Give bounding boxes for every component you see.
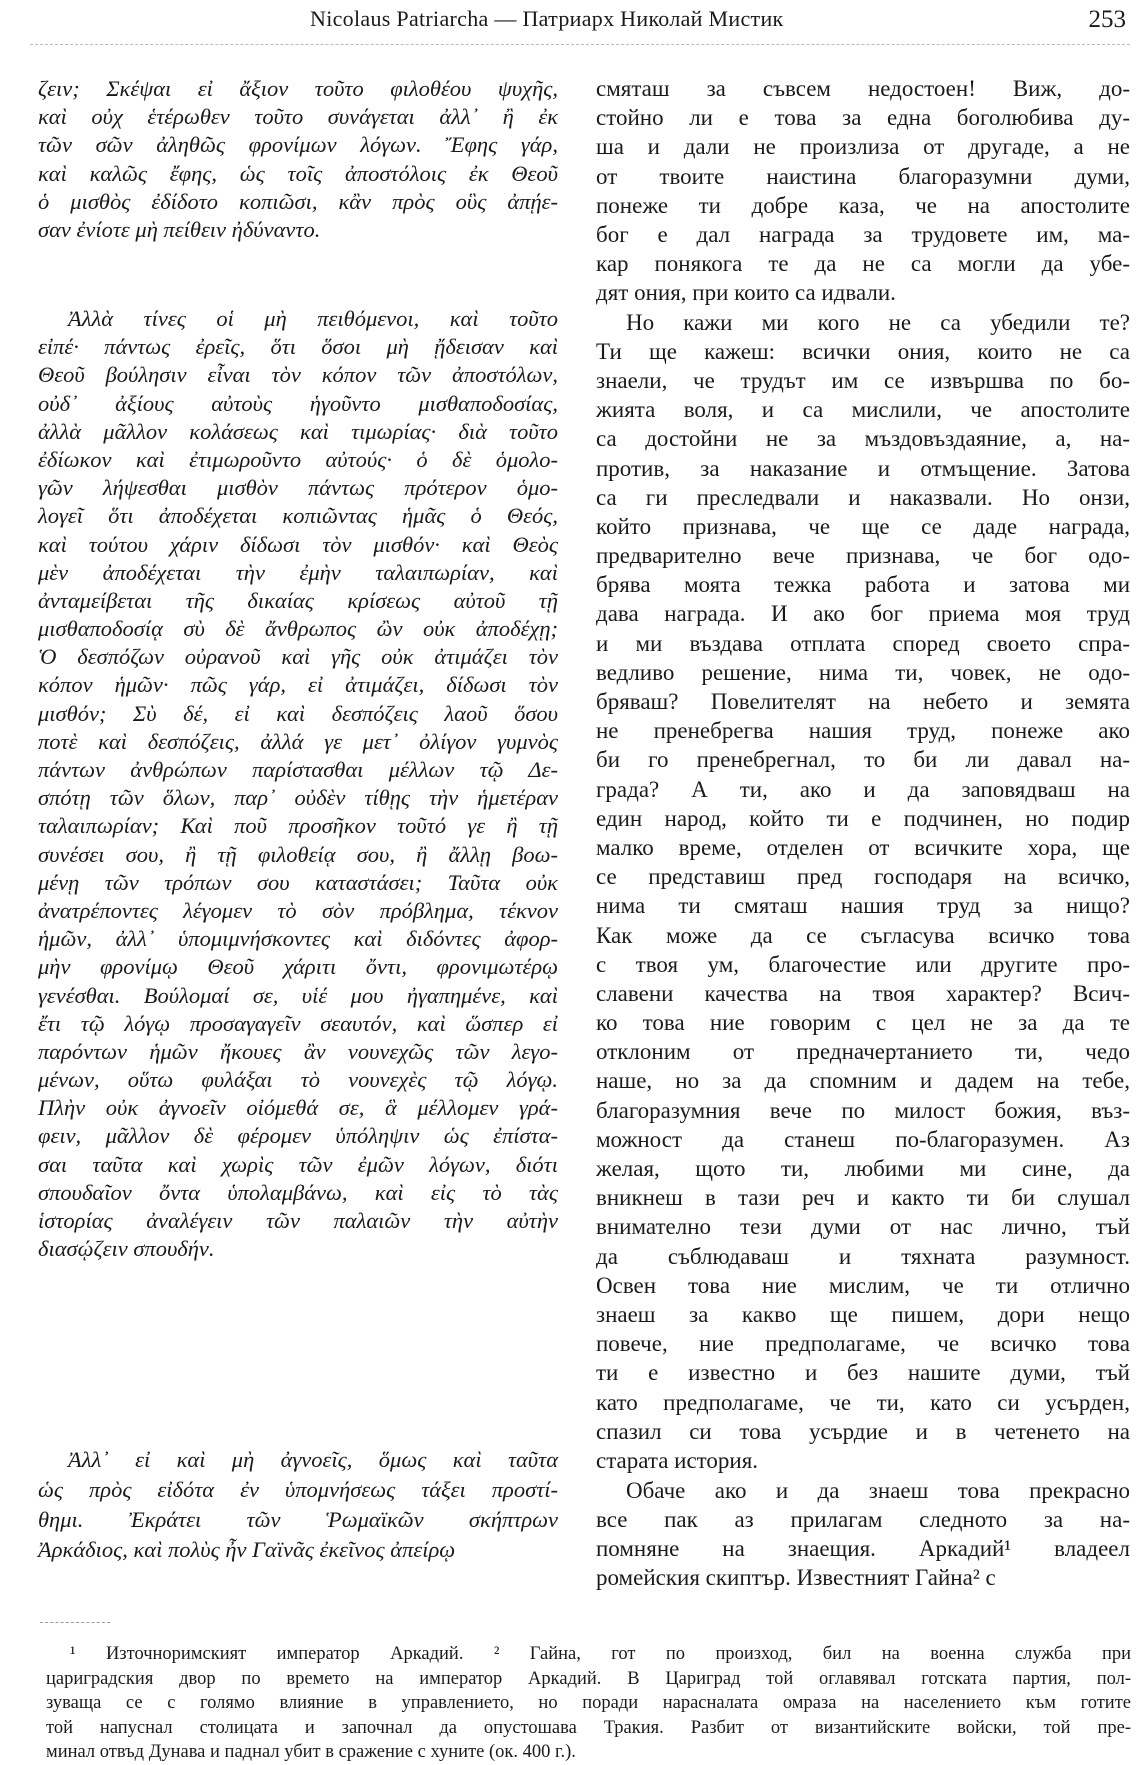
text-line: славени качества на твоя характер? Всич- [596,980,1130,1006]
text-line: внимателно тези думи от нас лично, тъй [596,1214,1130,1240]
text-line: ¹ Източноримският император Аркадий. ² Гайна, гот по произход, бил на военна служба при [70,1644,1131,1664]
text-line: ти е известно и без нашите думи, тъй [596,1360,1130,1386]
text-line: града? А ти, ако и да заповядваш на [596,776,1130,802]
text-line: μένων, οὕτω φυλάξαι τὸ νουνεχὲς τῷ λόγῳ. [38,1067,558,1093]
text-line: предварително вече признава, че бог одо- [596,543,1130,569]
text-line: зуваща се с голямо влияние в управлението, но поради нарасналата омраза на населението към готите [46,1693,1131,1713]
text-line: са достойни не за мъздовъздаяние, а, на- [596,426,1130,452]
footnotes [46,1642,1131,1765]
bulgarian-paragraph [596,74,1130,308]
text-line: от твоите наистина благоразумни думи, [596,163,1130,189]
text-line: καὶ καλῶς ἔφης, ὡς τοῖς ἀποστόλοις ἐκ Θεοῦ [38,160,558,186]
text-line: дава награда. И ако бог приема моя труд [596,601,1130,627]
text-line: συνέσει σου, ἢ τῇ φιλοθείᾳ σου, ἢ ἄλλῃ βοω- [38,841,558,867]
text-line: καὶ οὐχ ἑτέρωθεν τοῦτο συνάγεται ἀλλ᾽ ἢ ἐκ [38,104,558,130]
text-line: бряваш? Повелителят на небето и земята [596,689,1130,715]
text-line: σαν ἐνίοτε μὴ πείθειν ἠδύναντο. [38,216,321,242]
text-line: ὁ μισθὸς ἐδίδοτο κοπιῶσι, κἂν πρὸς οὓς ἀπῄε- [38,188,558,214]
text-line: благоразумния вече по милост божия, въз- [596,1097,1130,1123]
text-line: ἀνατρέποντες λέγομεν τὸ σὸν πρόβλημα, τέκνον [38,897,558,923]
text-line: малко време, отделен от всичките хора, ще [596,834,1130,860]
text-line: ἡμῶν, ἀλλ᾽ ὑπομιμνήσκοντες καὶ διδόντες ἀφορ- [38,926,558,952]
text-line: Освен това ние мислим, че ти отлично [596,1272,1130,1298]
text-line: отклоним от предначертанието ти, чедо [596,1039,1130,1065]
greek-paragraph [38,1445,558,1565]
text-line: един народ, който ти е подчинен, но подир [596,805,1130,831]
text-line: жията воля, и са мислили, че апостолите [596,397,1130,423]
text-line: знаеш за какво ще пишем, дори нещо [596,1301,1130,1327]
text-line: Ὁ δεσπόζων οὐρανοῦ καὶ γῆς οὐκ ἀτιμάζει τὸν [38,644,558,670]
text-line: да съблюдаваш и тяхната разумност. [596,1243,1130,1269]
text-line: μὴν φρονίμῳ Θεοῦ χάριτι ὄντι, φρονιμωτέρῳ [38,954,558,980]
text-line: цариградския двор по времето на император Аркадий. В Цариград той оглавявал готската партия, пол- [46,1668,1131,1689]
text-line: ζειν; Σκέψαι εἰ ἄξιον τοῦτο φιλοθέου ψυχῆς, [38,76,558,101]
text-line: старата история. [596,1447,759,1473]
page-number: 253 [1088,6,1126,33]
text-line: γενέσθαι. Βούλομαί σε, υἱέ μου ἠγαπημένε, καὶ [38,982,558,1008]
text-line: ведливо решение, нима ти, човек, не одо- [596,659,1130,685]
text-line: φειν, μᾶλλον δὲ φέρομεν ὑπόληψιν ὡς ἐπίστα- [38,1123,558,1149]
text-line: повече, ние предполагаме, че всичко това [596,1331,1130,1357]
text-line: μισθόν; Σὺ δέ, εἰ καὶ δεσπόζεις λαοῦ ὅσου [38,700,558,726]
text-line: ἐδίωκον καὶ ἐτιμωροῦντο αὐτούς· ὁ δὲ ὁμολο- [38,446,558,472]
header-rule [30,44,1130,45]
text-line: все пак аз прилагам следното за на- [596,1506,1130,1532]
text-line: Ти ще кажеш: всички ония, които не са [596,338,1130,364]
text-line: ἀλλὰ μᾶλλον κολάσεως καὶ τιμωρίας· διὰ τοῦτο [38,418,558,444]
text-line: θημι. Ἐκράτει τῶν Ῥωμαϊκῶν σκήπτρων [38,1507,558,1532]
text-line: Ἀλλὰ τίνες οἱ μὴ πειθόμενοι, καὶ τοῦτο [68,306,558,331]
text-line: помняне на знаещия. Аркадий¹ владеел [596,1535,1130,1561]
text-line: πάντων ἀνθρώπων παρίστασθαι μέλλων τῷ Δε- [38,757,558,782]
text-line: εἰπέ· πάντως ἐρεῖς, ὅτι ὅσοι μὴ ᾔδεισαν καὶ [38,334,558,360]
text-line: Ἀρκάδιος, καὶ πολὺς ἦν Γαϊνᾶς ἐκεῖνος ἀπείρῳ [38,1537,456,1562]
text-line: σπουδαῖον ὄντα ὑπολαμβάνω, καὶ εἰς τὸ τὰς [38,1179,558,1205]
text-line: Πλὴν οὐκ ἀγνοεῖν οἰόμεθά σε, ἃ μέλλομεν γρά- [38,1095,558,1121]
text-line: спазил си това усърдие и в четенето на [596,1418,1130,1444]
text-line: против, за наказание и отмъщение. Затова [596,455,1130,481]
text-line: с твоя ум, благочестие или другите про- [596,951,1130,977]
text-line: ко това ние говорим с цел не за да те [596,1010,1130,1036]
text-line: κόπον ἡμῶν· πῶς γάρ, εἰ ἀτιμάζει, δίδωσι τὸν [38,672,558,698]
text-line: ша и дали не произлиза от другаде, а не [596,134,1130,160]
text-line: нима ти смяташ нашия труд за нищо? [596,893,1130,919]
text-line: ταλαιπωρίαν; Καὶ ποῦ προσῆκον τοῦτό γε ἢ τῇ [38,813,558,839]
text-line: τῶν σῶν ἀληθῶς φρονίμων λόγων. Ἔφης γάρ, [38,132,558,158]
text-line: ἱστορίας ἀναλέγειν τῶν παλαιῶν τὴν αὐτὴν [38,1208,558,1233]
text-line: καὶ τούτου χάριν δίδωσι τὸν μισθόν· καὶ Θεὸς [38,531,558,557]
text-line: γῶν λήψεσθαι μισθὸν πάντως πρότερον ὁμο- [38,475,558,501]
text-line: διασῴζειν σπουδήν. [38,1236,215,1262]
text-line: Ἀλλ᾽ εἰ καὶ μὴ ἀγνοεῖς, ὅμως καὶ ταῦτα [68,1447,558,1472]
text-line: минал отвъд Дунава и паднал убит в сражение с хуните (ок. 400 г.). [46,1742,576,1762]
text-line: се представиш пред господаря на всичко, [596,864,1130,890]
text-line: Как може да се съгласува всичко това [596,922,1130,948]
text-line: σπότῃ τῶν ὅλων, παρ᾽ οὐδὲν τίθῃς τὴν ἡμετέραν [38,785,558,811]
text-line: кар понякога те да не са могли да убе- [596,251,1130,277]
text-line: брява моята тежка работа и затова ми [596,572,1130,598]
text-line: Но кажи ми кого не са убедили те? [626,309,1130,335]
text-line: би го пренебрегнал, то би ли давал на- [596,747,1130,773]
text-line: λογεῖ ὅτι ἀποδέχεται κοπιῶντας ἡμᾶς ὁ Θεός, [38,503,558,529]
text-line: σαι ταῦτα καὶ χωρὶς τῶν ἐμῶν λόγων, διότι [38,1151,558,1177]
text-line: ἀνταμείβεται τῆς δικαίας κρίσεως αὐτοῦ τῇ [38,587,558,613]
running-title: Nicolaus Patriarcha — Патриарх Николай Мистик [310,6,784,31]
text-line: като предполагаме, че ти, като си усърден, [596,1389,1130,1415]
text-line: желая, щото ти, любими ми сине, да [596,1156,1130,1182]
text-line: οὐδ᾽ ἀξίους αὐτοὺς ἡγοῦντο μισθαποδοσίας, [38,390,558,416]
text-line: дят ония, при които са идвали. [596,280,896,306]
text-line: са ги преследвали и наказвали. Но онзи, [596,484,1130,510]
text-line: стойно ли е това за една боголюбива ду- [596,105,1130,131]
text-line: μένῃ τῶν τρόπων σου καταστάσει; Ταῦτα οὐκ [38,869,558,895]
bulgarian-paragraph [596,1476,1130,1593]
text-line: смяташ за съвсем недостоен! Виж, до- [596,76,1130,101]
text-line: който признава, че ще се даде награда, [596,513,1130,539]
text-line: Обаче ако и да знаеш това прекрасно [626,1477,1130,1503]
text-line: той напуснал столицата и започнал да опустошава Тракия. Разбит от византийските войски, той пре- [46,1717,1131,1738]
greek-paragraph [38,305,558,1263]
text-line: ἔτι τῷ λόγῳ προσαγαγεῖν σεαυτόν, καὶ ὥσπερ εἰ [38,1010,558,1036]
text-line: вникнеш в тази реч и както ти би слушал [596,1185,1130,1211]
text-line: ὡς πρὸς εἰδότα ἐν ὑπομνήσεως τάξει προστί- [38,1477,558,1502]
text-line: понеже ти добре каза, че на апостолите [596,192,1130,218]
text-line: наше, но за да спомним и дадем на тебе, [596,1068,1130,1094]
running-header [0,6,1140,36]
text-line: и ми въздава отплата според своето спра- [596,630,1130,656]
text-line: ποτὲ καὶ δεσπόζεις, ἀλλά γε μετ᾽ ὀλίγον γυμνὸς [38,728,558,754]
text-line: ромейския скиптър. Известният Гайна² с [596,1565,996,1591]
text-line: можност да станеш по-благоразумен. Аз [596,1126,1130,1152]
text-line: μισθαποδοσίᾳ σὺ δὲ ἄνθρωπος ὢν οὐκ ἀποδέχῃ; [38,616,558,642]
text-line: знаели, че трудът им се извършва по бо- [596,367,1130,393]
text-line: παρόντων ἡμῶν ἤκουες ἂν νουνεχῶς τῶν λεγο- [38,1038,558,1064]
text-line: бог е дал награда за трудовете им, ма- [596,221,1130,247]
text-line: не пренебрегва нашия труд, понеже ако [596,718,1130,744]
greek-paragraph [38,75,558,244]
text-line: μὲν ἀποδέχεται τὴν ἐμὴν ταλαιπωρίαν, καὶ [38,559,558,585]
text-line: Θεοῦ βούλησιν εἶναι τὸν κόπον τῶν ἀποστόλων, [38,362,558,388]
footnote-rule [40,1622,110,1623]
bulgarian-paragraph [596,308,1130,1476]
